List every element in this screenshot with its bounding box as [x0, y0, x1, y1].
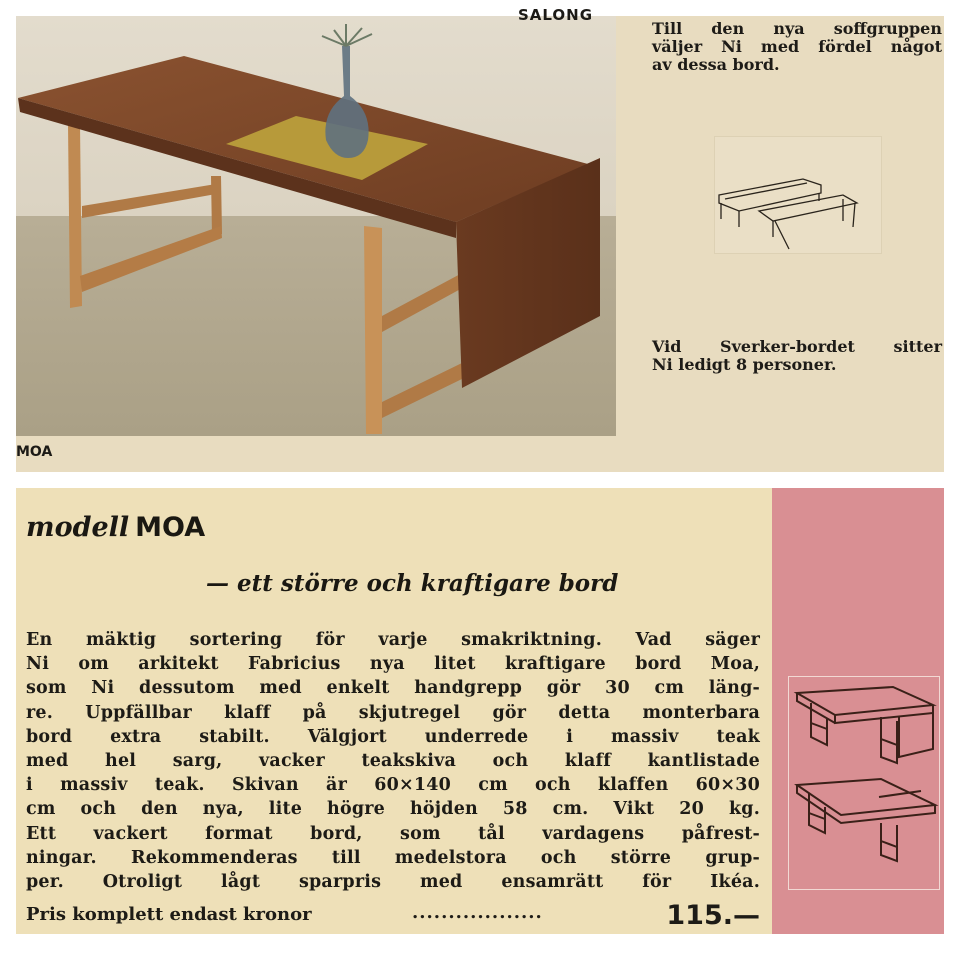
intro-caption: [652, 20, 942, 74]
product-description: [26, 628, 760, 894]
description-line: En mäktig sortering för varje smakriktning. Vad säger: [26, 630, 760, 650]
description-line: cm och den nya, lite högre höjden 58 cm. Vikt 20 kg.: [26, 799, 760, 820]
sofa-sketch-illustration: [715, 137, 881, 253]
intro-caption-line: väljer Ni med fördel något: [652, 37, 942, 56]
table-extension-sketch: [788, 676, 940, 890]
model-subtitle: — ett större och kraftigare bord: [206, 570, 619, 597]
description-line: re. Uppfällbar klaff på skjutregel gör detta monterbara: [26, 702, 760, 723]
price-label: Pris komplett endast kronor: [26, 904, 312, 925]
model-prefix: modell: [26, 512, 130, 543]
description-line: i massiv teak. Skivan är 60×140 cm och klaffen 60×30: [26, 775, 760, 796]
description-line: ningar. Rekommenderas till medelstora och större grup-: [26, 847, 760, 868]
moa-photo-label: MOA: [16, 444, 53, 460]
description-line: bord extra stabilt. Välgjort underrede i massiv teak: [26, 726, 760, 747]
intro-caption-line: av dessa bord.: [652, 55, 780, 74]
description-line: Ni om arkitekt Fabricius nya litet kraftigare bord Moa,: [26, 654, 760, 675]
moa-table-photo: [16, 16, 616, 436]
catalog-bottom-clipping: [16, 488, 944, 934]
sverker-caption-line: Vid Sverker-bordet sitter: [652, 337, 942, 356]
sverker-caption-line: Ni ledigt 8 personer.: [652, 355, 837, 374]
moa-table-illustration: [16, 16, 616, 436]
intro-caption-line: Till den nya soffgruppen: [652, 19, 942, 38]
price-leader-dots: ..................: [412, 902, 543, 923]
table-extension-illustration: [789, 677, 939, 889]
clipped-heading-text: SALONG: [518, 6, 594, 24]
description-line: per. Otroligt lågt sparpris med ensamrätt för Ikéa.: [26, 872, 760, 893]
sverker-caption: [652, 338, 942, 374]
catalog-top-clipping: [16, 6, 944, 472]
model-heading: [26, 512, 205, 543]
description-line: som Ni dessutom med enkelt handgrepp gör 30 cm läng-: [26, 678, 760, 699]
description-line: Ett vackert format bord, som tål vardagens påfrest-: [26, 823, 760, 844]
price-row: [26, 900, 760, 931]
description-line: med hel sarg, vacker teakskiva och klaff kantlistade: [26, 751, 760, 772]
price-value: 115.—: [666, 900, 760, 931]
sofa-and-table-sketch: [714, 136, 882, 254]
model-name: MOA: [135, 512, 206, 543]
